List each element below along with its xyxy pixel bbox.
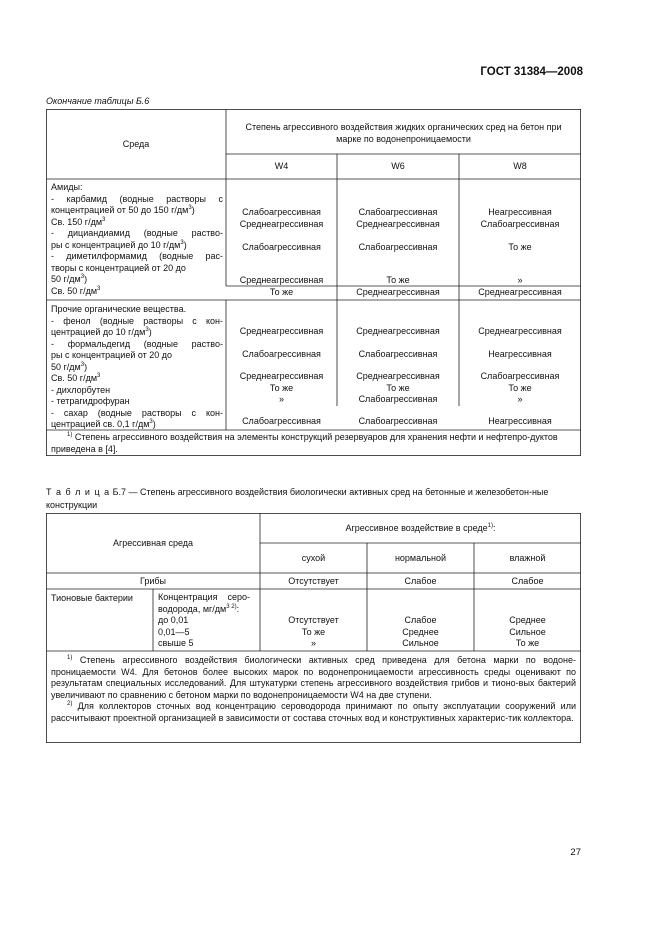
thio-normal-value: Сильное (402, 638, 439, 648)
other-w8-value: Слабоагрессивная (480, 371, 560, 381)
amides-w4-value: Среднеагрессивная (239, 275, 324, 285)
col-group-header: Степень агрессивного воздействия жидких органических сред на бетон при марке по водонепроницаемости (245, 122, 562, 144)
other-w6-value: Слабоагрессивная (358, 394, 438, 404)
standard-number: ГОСТ 31384—2008 (480, 66, 583, 78)
amides-w6-value: Слабоагрессивная (358, 241, 438, 252)
b7-col-group-header: Агрессивное воздействие в среде$^{1)}$: (345, 523, 496, 533)
fungi-dry: Отсутствует (288, 576, 339, 586)
table-b7 (46, 513, 581, 743)
thio-wet-value: Среднее (509, 615, 546, 625)
other-w8-value: Неагрессивная (488, 348, 552, 359)
table-b6-footnote: $^{1)}$ Степень агрессивного воздействия на элементы конструкций резервуаров для хранения нефти и нефтепро-дуктов приведена в [4]. (51, 432, 558, 454)
amides-w6-value: Среднеагрессивная (356, 286, 440, 297)
other-w8-value: » (517, 394, 523, 404)
amides-line: - карбамид (водные растворы с (51, 193, 223, 204)
other-w6-value: То же (386, 382, 410, 393)
amides-line: - дициандиамид (водные раство- (51, 228, 223, 238)
other-line: центрацией св. 0,1 $г/дм^3$) (51, 419, 156, 429)
other-w6-value: Среднеагрессивная (356, 371, 440, 381)
amides-w4-value: То же (269, 286, 294, 297)
amides-line: Св. 150 $г/дм^3$ (51, 216, 106, 227)
thio-concentration (158, 592, 250, 650)
thio-dry-value: » (310, 638, 316, 648)
thio-normal-value: Среднее (402, 626, 439, 637)
other-media (51, 304, 223, 431)
other-line: - сахар (водные растворы с кон- (51, 407, 223, 418)
other-w6-value: Среднеагрессивная (356, 325, 440, 336)
b7-col-medium-header: Агрессивная среда (112, 538, 194, 548)
amides-w8-value: » (517, 275, 523, 285)
col-w8-header: W8 (513, 161, 527, 171)
other-line: 50 $г/дм^3$) (51, 361, 88, 372)
table-b7-footnote-1: $^{1)}$ Степень агрессивного воздействия биологически активных сред приведена для бетона марки по водоне-проницаемости W4. Для бетонов более высоких марок по водонепроницаемости агрессивность среды оценивают по результатам специальных исследований. Для штукатурки степень агрессивного воздействия грибов и тионо-вых бактерий увеличивают по сравнению с бетоном марки по водонепроницаемости W4 на две ступени. (51, 655, 576, 700)
other-w4-value: » (278, 394, 284, 404)
other-w8-value: То же (508, 382, 532, 393)
other-w4-value: Слабоагрессивная (242, 416, 321, 426)
col-w6-header: W6 (391, 161, 405, 171)
amides-w4-value: Среднеагрессивная (239, 218, 324, 229)
thio-normal-value: Слабое (404, 615, 437, 625)
amides-line: Амиды: (51, 182, 83, 192)
thio-wet-value: Сильное (509, 626, 546, 637)
other-w4-value: Среднеагрессивная (239, 325, 324, 336)
amides-w4-value: Слабоагрессивная (242, 241, 321, 252)
fungi-normal: Слабое (404, 576, 437, 586)
fungi-wet: Слабое (511, 576, 544, 586)
table-b7-footnote-2: $^{2)}$ Для коллекторов сточных вод концентрацию сероводорода принимают по опыту эксплуатации сооружений или рассчитывают проектной организацией в зависимости от состава сточных вод и конструктивных характерис-тик коллектора. (51, 701, 576, 723)
amides-w6-value: То же (386, 275, 410, 285)
amides-w8-value: Среднеагрессивная (478, 286, 562, 297)
amides-w8-value: Неагрессивная (488, 207, 552, 217)
b7-col-normal-header: нормальной (394, 553, 447, 563)
other-line: Св. 50 $г/дм^3$ (51, 373, 101, 383)
conc-line: водорода, $мг/дм^{3 2)}$: (158, 603, 240, 614)
other-line: - тетрагидрофуран (51, 396, 130, 406)
amides-media (51, 182, 223, 297)
amides-w8-value: Слабоагрессивная (480, 218, 560, 229)
other-line: - формальдегид (водные раство- (51, 338, 223, 349)
other-line: - дихлорбутен (51, 384, 111, 395)
other-w6-value: Слабоагрессивная (358, 416, 438, 426)
other-w8-value: Среднеагрессивная (478, 325, 562, 336)
amides-line: ры с концентрацией до 10 $г/дм^3$) (51, 239, 187, 250)
table-b7-caption: Т а б л и ц а Б.7 — Степень агрессивного воздействия биологически активных сред на бетонные и железобетон-ные конструкции (46, 487, 549, 510)
thio-dry-value: То же (301, 626, 326, 637)
amides-w8-value: То же (508, 241, 532, 252)
other-w4-value: То же (269, 382, 294, 393)
thio-wet-value: То же (515, 638, 540, 648)
b7-col-dry-header: сухой (301, 553, 326, 563)
other-line: Прочие органические вещества. (51, 304, 187, 314)
conc-line: до 0,01 (158, 615, 189, 625)
other-line: ры с концентрацией от 20 до (51, 350, 173, 360)
col-w4-header: W4 (274, 161, 289, 171)
other-w4-value: Среднеагрессивная (239, 371, 324, 381)
b7-col-wet-header: влажной (509, 553, 546, 563)
page-number: 27 (570, 847, 581, 858)
other-line: - фенол (водные растворы с кон- (51, 315, 223, 326)
amides-w6-value: Слабоагрессивная (358, 207, 438, 217)
amides-line: творы с концентрацией от 20 до (51, 262, 186, 273)
fungi-name: Грибы (139, 576, 167, 586)
amides-line: 50 $г/дм^3$) (51, 274, 88, 284)
thio-dry-value: Отсутствует (288, 615, 339, 625)
conc-line: Концентрация серо- (158, 592, 250, 602)
other-line: центрацией до 10 $г/дм^3$) (51, 327, 152, 337)
table-b6 (46, 109, 581, 456)
amides-line: Св. 50 $г/дм^3$ (51, 285, 101, 296)
amides-line: - диметилформамид (водные рас- (51, 251, 223, 261)
conc-line: 0,01—5 (158, 626, 190, 637)
conc-line: свыше 5 (158, 638, 194, 648)
other-w6-value: Слабоагрессивная (358, 348, 438, 359)
amides-w6-value: Среднеагрессивная (356, 218, 440, 229)
amides-line: концентрацией от 50 до 150 $г/дм^3$) (51, 205, 195, 215)
amides-w4-value: Слабоагрессивная (242, 207, 321, 217)
thio-name: Тионовые бактерии (51, 593, 133, 603)
other-w4-value: Слабоагрессивная (242, 348, 321, 359)
table-b6-caption: Окончание таблицы Б.6 (46, 96, 150, 106)
col-medium-header: Среда (122, 139, 150, 149)
other-w8-value: Неагрессивная (488, 416, 552, 426)
